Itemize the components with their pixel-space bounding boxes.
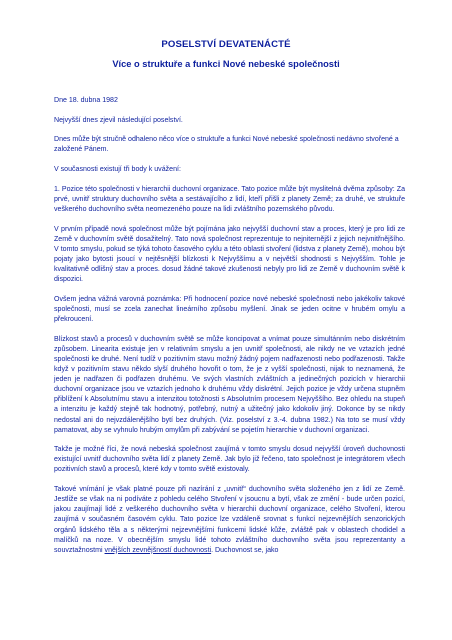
body-paragraph: Blízkost stavů a procesů v duchovním světě se může koncipovat a vnímat pouze simultánním nebo diskrétním způsobem. Linearita existuje jen v relativním smyslu a jen uvnitř společnosti, ale nikdy ne ve vztazích jedné společnosti ke druhé. Není tudíž v pozitivním stavu možný žádný pojem nadřazenosti nebo podřazenosti. Takže když v pozitivním stavu někdo slyší druhého hovořit o tom, že je z vyšší společnosti, nijak to neznamená, že jeden je nadřazen či podřazen druhému. Ve svých vlastních zvláštních a jedinečných pozicích v hierarchii duchovní organizace jsou ve vztazích jednoho k druhému vždy diskrétní. Jejich pozice je vždy určena stupněm přiblížení k Absolutnímu stavu a intenzitou totožnosti s Absolutním procesem Nejvyššího. Bez ohledu na stupeň a intenzitu je každý stejně tak hodnotný, potřebný, nutný a užitečný jako kdokoliv jiný. Dokonce by se nikdy nedostal ani do nejvzdálenějšího bytí bez druhých. (Viz. poselství z 3.-4. dubna 1982.) Na toto se musí vždy pamatovat, aby se vyhnulo hrubým omylům při zabývání se pojetím hierarchie v duchovní organizaci.: [54, 335, 405, 434]
paragraph-text: Takové vnímání je však platné pouze při nazírání z „uvnitř“ duchovního světa složeného jen z lidí ze Země. Jestliže se však na ni podíváte z pohledu celého Stvoření v jsoucnu a bytí, však ze změní - bude určen pozicí, jakou zaujímají lidé z veškerého duchovního světa v hierarchii duchovní organizace, celého Stvoření, kterou zaujímá v současném časovém cyklu. Tato pozice lze vzdáleně srovnat s funkcí nejzevnějších senzorických orgánů lidského těla a s některými nejzevnějšími funkcemi lidské kůže, zvláště pak v oblastech chodidel a malíčků na noze. V obecnějším smyslu lidé tohoto zvláštního duchovního světa jsou reprezentanty a souvztažnostmi: [54, 486, 405, 554]
document-body: [54, 96, 405, 556]
body-paragraph: Takže je možné říci, že nová nebeská společnost zaujímá v tomto smyslu dosud nejvyšší úroveň duchovnosti existující uvnitř duchovního světa lidí z planety Země. Jak bylo již řečeno, tato společnost je integrátorem všech pozitivních stavů a procesů, které kdy v tomto světě existovaly.: [54, 446, 405, 474]
intro-paragraph: Nejvyšší dnes zjevil následující poselství.: [54, 116, 183, 124]
paragraph-text: . Duchovnost se, jako: [211, 546, 279, 554]
document-subtitle: Více o struktuře a funkci Nové nebeské společnosti: [112, 59, 340, 69]
intro-paragraph: V současnosti existují tři body k uvážení:: [54, 166, 181, 174]
underlined-phrase: vnějších zevnějšností duchovnosti: [104, 546, 212, 554]
date-line: Dne 18. dubna 1982: [54, 97, 118, 104]
intro-paragraph: Dnes může být stručně odhaleno něco více o struktuře a funkci Nové nebeské společnosti nedávno stvořené a založené Pánem.: [54, 136, 399, 154]
body-paragraph: [54, 485, 405, 556]
body-paragraph: Ovšem jedna vážná varovná poznámka: Při hodnocení pozice nové nebeské společnosti nebo jakékoliv takové společnosti, musí se zcela zanechat lineárního způsobu myšlení. Jinak se jeden ocitne v hrubém omylu a překroucení.: [54, 295, 405, 324]
body-paragraph: 1. Pozice této společnosti v hierarchii duchovní organizace. Tato pozice může být myslitelná dvěma způsoby: Za prvé, uvnitř struktury duchovního světa a sestávajícího z lidí, kteří přišli z planety Země; za druhé, ve struktuře veškerého duchovního světa neomezeného pouze na lidi zvláštního pozemského původu.: [54, 185, 405, 214]
document-title: POSELSTVÍ DEVATENÁCTÉ: [161, 39, 291, 50]
body-paragraph: V prvním případě nová společnost může být pojímána jako nejvyšší duchovní stav a proces, který je pro lidi ze Země v duchovním světě dosažitelný. Tato nová společnost reprezentuje to nejniternější z jejich nejvnitřnějšího. V tomto smyslu, pokud se týká tohoto časového cyklu a této oblasti stvoření (lidstva z planety Země), mohou být pojaty jako bytosti jsoucí v nejtěsnější blízkosti k Nejvyššímu a v největší shodnosti s Nejvyšším. Tohle je kvalitativně odlišný stav a proces. dosud žádné takové zkušenosti nebyly pro lidi ze Země v duchovním světě k dispozici.: [54, 225, 405, 284]
